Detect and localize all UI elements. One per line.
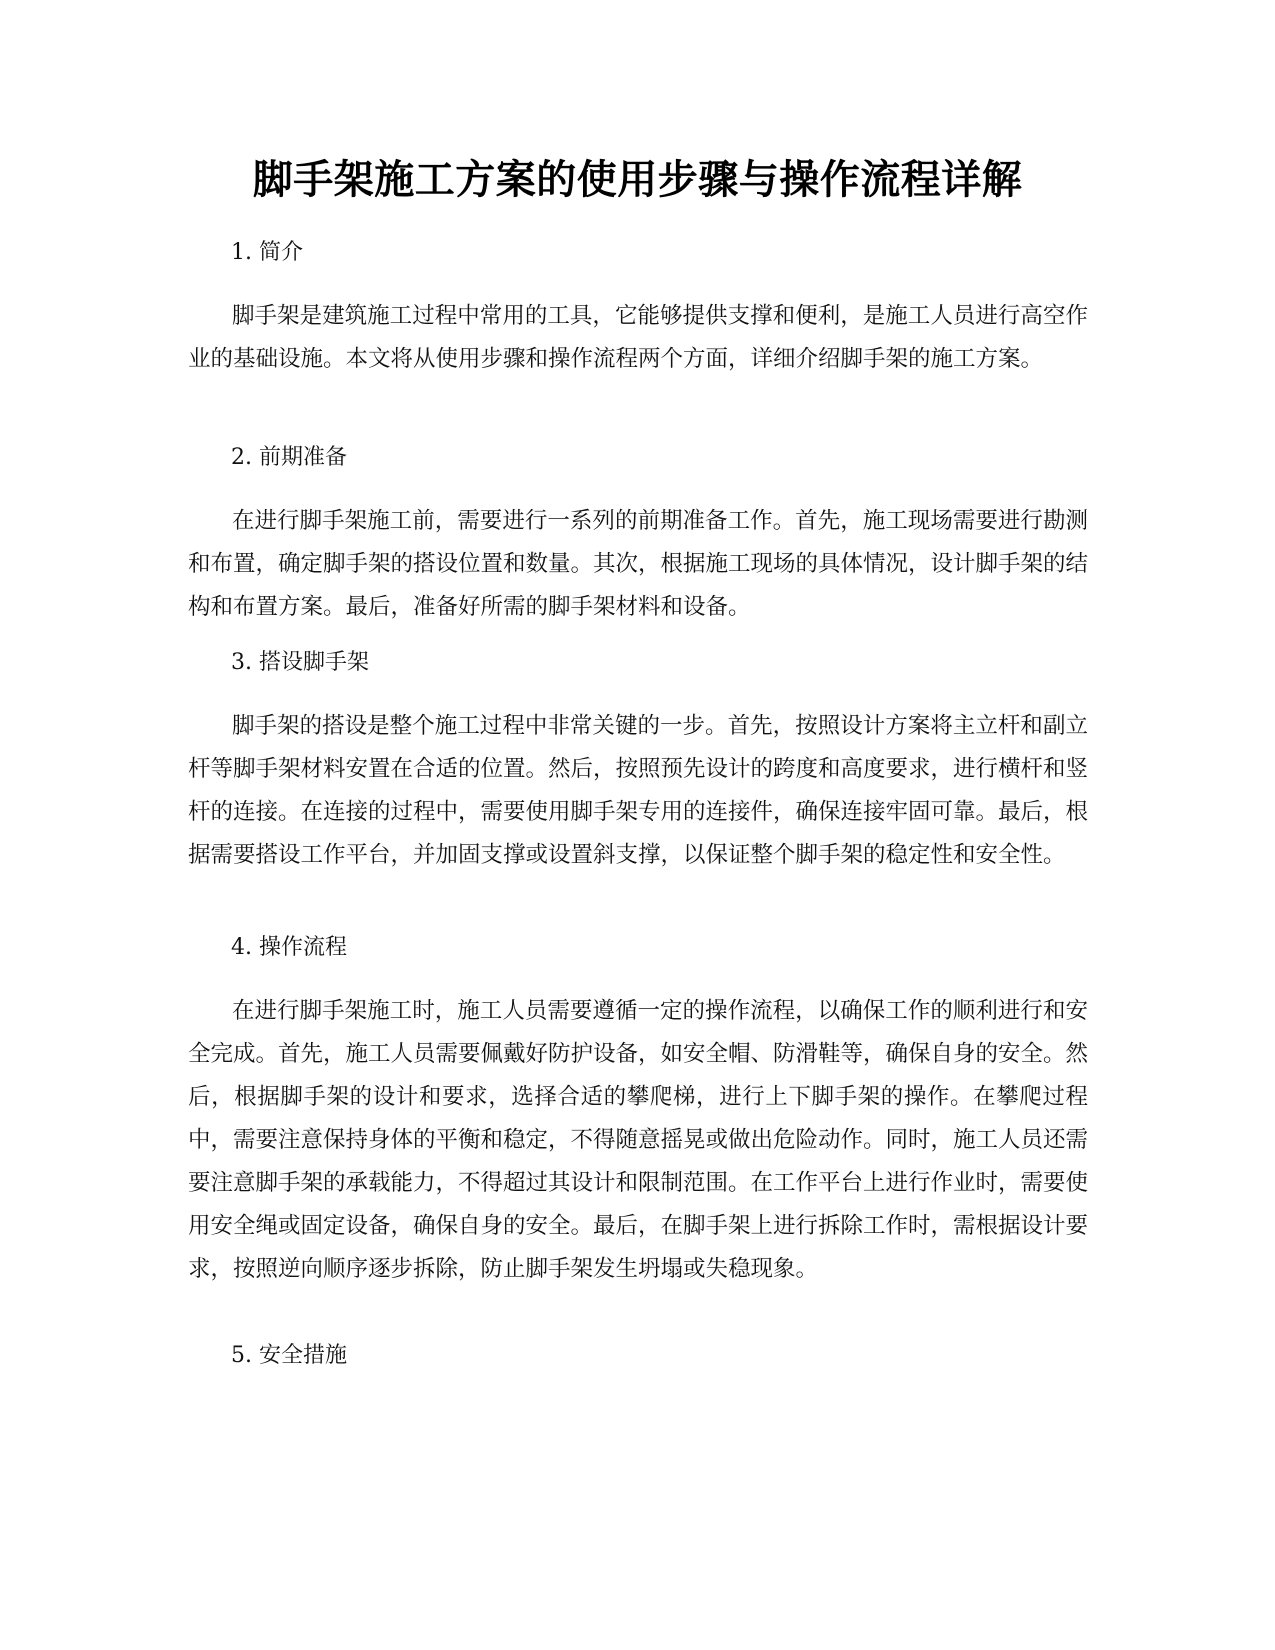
section-paragraph-preparation: 在进行脚手架施工前，需要进行一系列的前期准备工作。首先，施工现场需要进行勘测和布置，确定脚手架的搭设位置和数量。其次，根据施工现场的具体情况，设计脚手架的结构和布置方案。最后，准备好所需的脚手架材料和设备。 [188, 508, 1089, 620]
section-heading-intro: 1. 简介 [231, 240, 303, 265]
section-paragraph-erection: 脚手架的搭设是整个施工过程中非常关键的一步。首先，按照设计方案将主立杆和副立杆等脚手架材料安置在合适的位置。然后，按照预先设计的跨度和高度要求，进行横杆和竖杆的连接。在连接的过程中，需要使用脚手架专用的连接件，确保连接牢固可靠。最后，根据需要搭设工作平台，并加固支撑或设置斜支撑，以保证整个脚手架的稳定性和安全性。 [188, 713, 1089, 868]
section-heading-operation: 4. 操作流程 [231, 935, 347, 960]
section-heading-erection: 3. 搭设脚手架 [231, 650, 369, 675]
section-paragraph-intro: 脚手架是建筑施工过程中常用的工具，它能够提供支撑和便利，是施工人员进行高空作业的基础设施。本文将从使用步骤和操作流程两个方面，详细介绍脚手架的施工方案。 [188, 303, 1088, 372]
section-paragraph-operation: 在进行脚手架施工时，施工人员需要遵循一定的操作流程，以确保工作的顺利进行和安全完成。首先，施工人员需要佩戴好防护设备，如安全帽、防滑鞋等，确保自身的安全。然后，根据脚手架的设计和要求，选择合适的攀爬梯，进行上下脚手架的操作。在攀爬过程中，需要注意保持身体的平衡和稳定，不得随意摇晃或做出危险动作。同时，施工人员还需要注意脚手架的承载能力，不得超过其设计和限制范围。在工作平台上进行作业时，需要使用安全绳或固定设备，确保自身的安全。最后，在脚手架上进行拆除工作时，需根据设计要求，按照逆向顺序逐步拆除，防止脚手架发生坍塌或失稳现象。 [188, 998, 1089, 1282]
section-heading-preparation: 2. 前期准备 [231, 445, 347, 470]
section-heading-safety: 5. 安全措施 [231, 1343, 347, 1368]
document-title: 脚手架施工方案的使用步骤与操作流程详解 [252, 157, 1023, 203]
